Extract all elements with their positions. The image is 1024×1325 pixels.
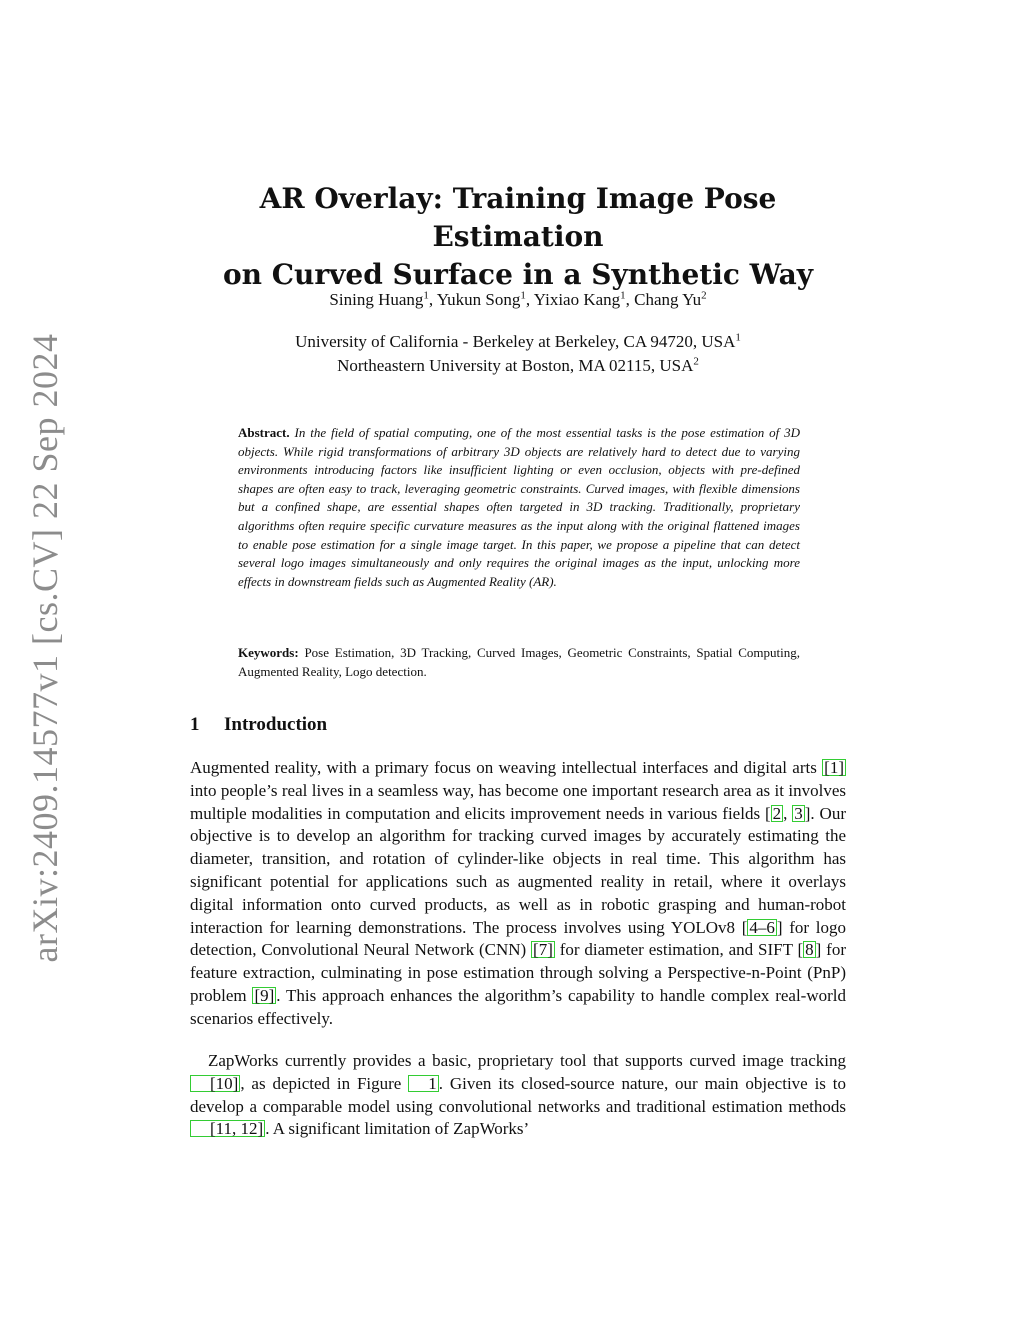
citation-link[interactable]: 1	[408, 1075, 439, 1092]
abstract-text: In the field of spatial computing, one of the most essential tasks is the pose estimation of 3D objects. While rigid transformations of arbitrary 3D objects are relatively hard to detect due to varying environments introducing factors like insufficient lighting or even occlusion, objects with pre-defined shapes are often easy to track, leveraging geometric constraints. Curved images, with flexible dimensions but a confined shape, are essential shapes often targeted in 3D tracking. Traditionally, proprietary algorithms often require specific curvature measures as the input along with the original flattened images to enable pose estimation for a single image target. In this paper, we propose a pipeline that can detect several logo images simultaneously and only requires the original images as the input, unlocking more effects in downstream fields such as Augmented Reality (AR).	[238, 425, 801, 589]
arxiv-identifier-stamp: arXiv:2409.14577v1 [cs.CV] 22 Sep 2024	[25, 333, 65, 963]
affiliation-mark: 2	[693, 355, 699, 368]
citation-link[interactable]: 4–6	[749, 917, 775, 937]
author-list	[190, 288, 846, 312]
citation-link[interactable]: [10]	[190, 1075, 240, 1092]
citation-link[interactable]: 8	[805, 940, 814, 960]
keywords	[238, 644, 800, 681]
abstract	[238, 424, 800, 591]
affiliation-line	[190, 330, 846, 354]
citation-link[interactable]: 3	[794, 803, 803, 823]
author-affiliation-mark: 1	[620, 289, 626, 302]
keywords-label: Keywords:	[238, 645, 299, 660]
author-separator: ,	[428, 290, 437, 309]
author-affiliation-mark: 1	[423, 289, 429, 302]
affiliation-text: Northeastern University at Boston, MA 02115, USA	[337, 356, 694, 375]
paper-title	[190, 180, 846, 294]
author-name: Yixiao Kang	[533, 290, 621, 309]
author-affiliation-mark: 1	[520, 289, 526, 302]
paragraph-text: for diameter estimation, and SIFT [	[554, 940, 804, 960]
section-title: Introduction	[224, 714, 328, 735]
keywords-text: Pose Estimation, 3D Tracking, Curved Images, Geometric Constraints, Spatial Computing, Augmented Reality, Logo detection.	[238, 645, 801, 679]
paragraph-text: . Given its closed-source nature, our main objective is to develop a comparable model using convolutional networks and traditional estimation methods	[190, 1073, 846, 1116]
intro-paragraph-1	[190, 757, 846, 1031]
paragraph-text: ]. Our objective is to develop an algorithm for tracking curved images by accurately estimating the diameter, transition, and rotation of cylinder-like objects in real time. This algorithm has significant potential for applications such as augmented reality in retail, where it overlays digital information onto curved products, as well as in robotic grasping and human-robot interaction for learning demonstrations. The process involves using YOLOv8 [	[190, 803, 846, 937]
section-number: 1	[190, 714, 200, 735]
paper-title-line-2: on Curved Surface in a Synthetic Way	[222, 258, 814, 291]
paragraph-text: Augmented reality, with a primary focus on weaving intellectual interfaces and digital arts	[190, 758, 823, 777]
author-name: Yukun Song	[436, 290, 521, 309]
paragraph-text: ,	[783, 803, 793, 823]
paragraph-text: ] for feature extraction, culminating in pose estimation through solving a Perspective-n-Point (PnP) problem	[190, 940, 847, 1005]
citation-link[interactable]: [11, 12]	[190, 1120, 265, 1137]
paragraph-text: , as depicted in Figure	[240, 1073, 409, 1093]
section-heading-introduction	[190, 712, 846, 738]
intro-paragraph-2	[190, 1050, 846, 1141]
citation-link[interactable]: [1]	[824, 758, 844, 777]
paragraph-text: ] for logo detection, Convolutional Neural Network (CNN)	[190, 917, 846, 960]
paragraph-text: ZapWorks currently provides a basic, proprietary tool that supports curved image tracking	[208, 1051, 846, 1070]
paragraph-text: . This approach enhances the algorithm’s capability to handle complex real-world scenarios effectively.	[190, 985, 847, 1028]
author-separator: ,	[625, 290, 635, 309]
paragraph-text: . A significant limitation of ZapWorks’	[265, 1119, 530, 1139]
affiliation-text: University of California - Berkeley at Berkeley, CA 94720, USA	[295, 332, 736, 351]
affiliation-list	[190, 330, 846, 378]
author-separator: ,	[525, 290, 534, 309]
author-name: Sining Huang	[329, 290, 424, 309]
citation-link[interactable]: [7]	[533, 940, 553, 960]
affiliation-line	[190, 354, 846, 378]
paragraph-text: into people’s real lives in a seamless way, has become one important research area as it involves multiple modalities in computation and elicits improvement needs in various fields [	[190, 780, 846, 823]
abstract-label: Abstract.	[238, 425, 290, 440]
author-affiliation-mark: 2	[701, 289, 707, 302]
paper-title-line-1: AR Overlay: Training Image Pose Estimation	[259, 182, 777, 253]
citation-link[interactable]: [9]	[254, 985, 275, 1005]
author-name: Chang Yu	[634, 290, 702, 309]
citation-link[interactable]: 2	[772, 803, 782, 823]
affiliation-mark: 1	[735, 331, 741, 344]
